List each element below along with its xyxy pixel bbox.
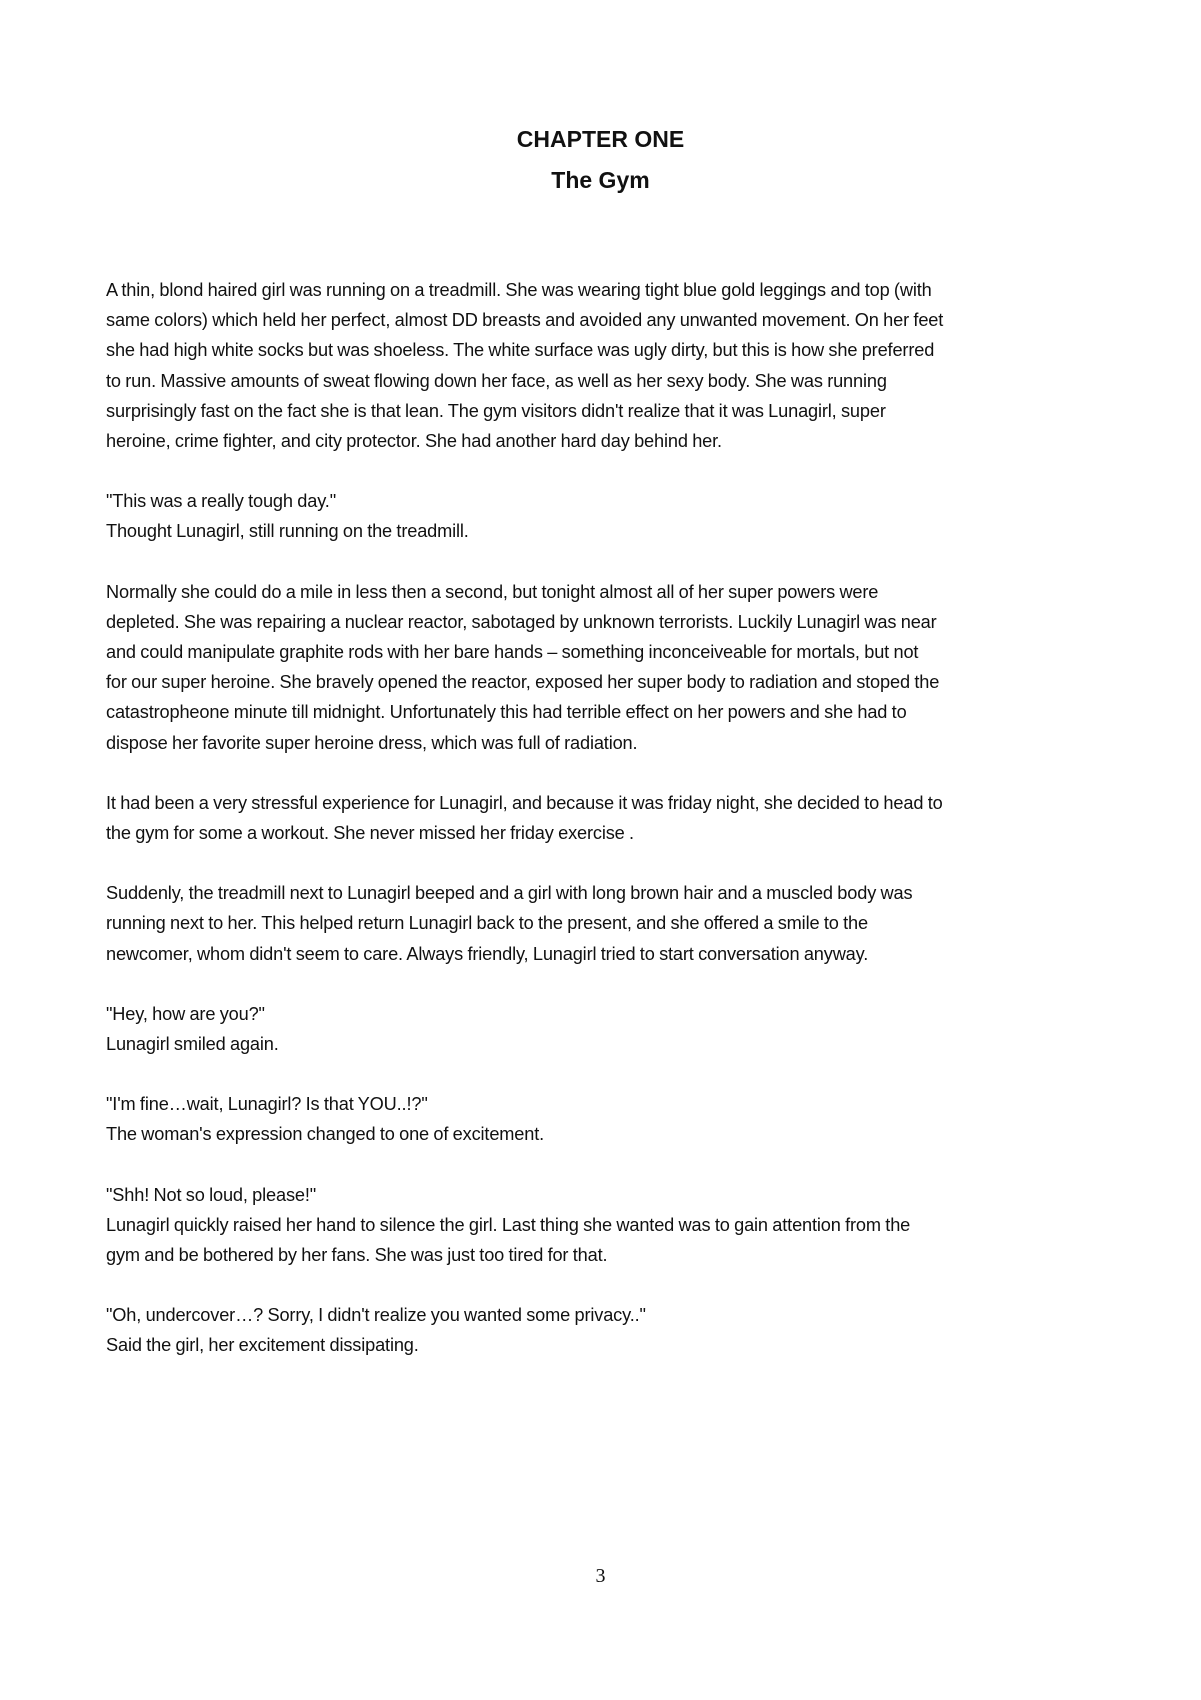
- text-line: she had high white socks but was shoeless. The white surface was ugly dirty, but this is how she preferred: [106, 340, 935, 361]
- paragraph-thought: [106, 486, 1016, 546]
- text-line: The woman's expression changed to one of excitement.: [106, 1124, 545, 1145]
- text-line: A thin, blond haired girl was running on a treadmill. She was wearing tight blue gold leggings and top (with: [106, 280, 932, 300]
- paragraph-backstory: [106, 577, 1016, 758]
- chapter-body: [106, 275, 1016, 1391]
- text-line: Normally she could do a mile in less then a second, but tonight almost all of her super powers were: [106, 581, 879, 602]
- text-line: dispose her favorite super heroine dress, which was full of radiation.: [106, 732, 638, 753]
- paragraph-newcomer: [106, 878, 1016, 969]
- text-line: and could manipulate graphite rods with her bare hands – something inconceiveable for mortals, but not: [106, 642, 919, 663]
- text-line: depleted. She was repairing a nuclear reactor, sabotaged by unknown terrorists. Luckily Lunagirl was near: [106, 611, 937, 632]
- text-line: Thought Lunagirl, still running on the treadmill.: [106, 521, 469, 542]
- text-line: "Hey, how are you?": [106, 1003, 265, 1024]
- text-line: to run. Massive amounts of sweat flowing down her face, as well as her sexy body. She was running: [106, 370, 887, 391]
- text-line: same colors) which held her perfect, almost DD breasts and avoided any unwanted movement. On her feet: [106, 310, 944, 331]
- text-line: surprisingly fast on the fact she is that lean. The gym visitors didn't realize that it was Lunagirl, super: [106, 400, 886, 421]
- text-line: heroine, crime fighter, and city protector. She had another hard day behind her.: [106, 431, 722, 452]
- text-line: Suddenly, the treadmill next to Lunagirl beeped and a girl with long brown hair and a muscled body was: [106, 883, 913, 904]
- text-line: for our super heroine. She bravely opened the reactor, exposed her super body to radiation and stoped the: [106, 672, 940, 693]
- text-line: "This was a really tough day.": [106, 491, 336, 512]
- text-line: It had been a very stressful experience for Lunagirl, and because it was friday night, she decided to head to: [106, 792, 943, 813]
- text-line: newcomer, whom didn't seem to care. Always friendly, Lunagirl tried to start conversation anyway.: [106, 943, 869, 964]
- text-line: "I'm fine…wait, Lunagirl? Is that YOU..!?": [106, 1094, 428, 1115]
- text-line: "Shh! Not so loud, please!": [106, 1184, 317, 1205]
- paragraph-friday: [106, 788, 1016, 848]
- paragraph-dialogue-3: [106, 1180, 1016, 1271]
- page-number: 3: [595, 1565, 606, 1587]
- chapter-title-heading: The Gym: [551, 167, 650, 193]
- paragraph-dialogue-4: [106, 1300, 1016, 1360]
- paragraph-intro: [106, 275, 1016, 456]
- text-line: running next to her. This helped return Lunagirl back to the present, and she offered a smile to the: [106, 913, 868, 934]
- chapter-number-heading: CHAPTER ONE: [516, 126, 685, 152]
- text-line: Lunagirl quickly raised her hand to silence the girl. Last thing she wanted was to gain attention from the: [106, 1214, 911, 1235]
- text-line: gym and be bothered by her fans. She was just too tired for that.: [106, 1245, 608, 1266]
- text-line: Lunagirl smiled again.: [106, 1034, 279, 1055]
- paragraph-dialogue-1: [106, 999, 1016, 1059]
- paragraph-dialogue-2: [106, 1089, 1016, 1149]
- text-line: the gym for some a workout. She never missed her friday exercise .: [106, 823, 634, 844]
- text-line: Said the girl, her excitement dissipating.: [106, 1335, 419, 1356]
- text-line: catastropheone minute till midnight. Unfortunately this had terrible effect on her powers and she had to: [106, 702, 907, 723]
- text-line: "Oh, undercover…? Sorry, I didn't realize you wanted some privacy..": [106, 1305, 646, 1326]
